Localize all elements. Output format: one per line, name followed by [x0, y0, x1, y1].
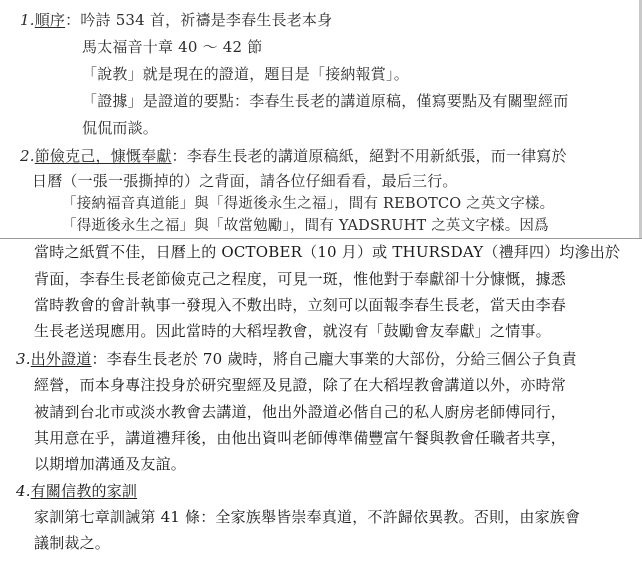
section-4-number: 4. — [16, 482, 31, 500]
section-2-line-8: 生長老送現應用。因此當時的大稻埕教會，就沒有「鼓勵會友奉獻」之情事。 — [34, 322, 551, 340]
section-3-line-4: 其用意在乎，講道禮拜後，由他出資叫老師傅準備豐富午餐與教會任職者共享， — [34, 429, 567, 447]
section-1-line-4: 「證據」是證道的要點：李春生長老的講道原稿，僅寫要點及有關聖經而 — [82, 92, 569, 110]
section-1-line-5: 侃侃而談。 — [82, 119, 159, 137]
page-divider-line — [0, 238, 642, 239]
section-3-heading: 出外證道 — [30, 350, 92, 368]
section-2-number: 2. — [20, 147, 35, 165]
section-3-line-2: 經營，而本身專注投身於研究聖經及見證，除了在大稻埕教會講道以外，亦時常 — [34, 376, 567, 394]
section-3-number: 3. — [16, 350, 31, 368]
section-3-line-3: 被請到台北市或淡水教會去講道，他出外證道必偕自己的私人廚房老師傅同行， — [34, 403, 567, 421]
section-4-line-2: 家訓第七章訓誡第 41 條：全家族舉皆崇奉真道，不許歸依異教。否則，由家族會 — [34, 508, 581, 526]
section-1-line-2: 馬太福音十章 40 ～ 42 節 — [82, 38, 263, 56]
section-2-line-7: 當時教會的會計執事一發現入不敷出時，立刻可以面報李春生長老，當天由李春 — [34, 296, 567, 314]
section-2-line-3: 「接納福音真道能」與「得逝後永生之福」，間有 REBOTCO 之英文字樣。 — [62, 196, 555, 212]
section-4-heading: 有關信教的家訓 — [30, 482, 138, 500]
section-2-text: ：李春生長老的講道原稿紙，絕對不用新紙張，而一律寫於 — [171, 147, 567, 165]
section-3-line-5: 以期增加溝通及友誼。 — [34, 455, 187, 473]
section-3-line-1 — [16, 348, 577, 370]
section-2-line-6: 背面，李春生長老節儉克己之程度，可見一斑，惟他對于奉獻卻十分慷慨，據悉 — [34, 270, 567, 288]
section-1-line-1 — [20, 9, 332, 31]
section-1-heading: 順序 — [34, 11, 66, 29]
section-1-text: ：吟詩 534 首，祈禱是李春生長老本身 — [65, 11, 333, 29]
section-1-line-3: 「說教」就是現在的證道，題目是「接納報賞」。 — [82, 65, 409, 83]
section-2-heading: 節儉克己，慷慨奉獻 — [34, 147, 172, 165]
section-2-line-1 — [20, 145, 567, 167]
section-2-line-2: 日曆（一張一張撕掉的）之背面，請各位仔細看看，最后三行。 — [32, 172, 458, 190]
section-4-line-1 — [16, 480, 137, 502]
section-2-line-5: 當時之紙質不佳，日曆上的 OCTOBER（10 月）或 THURSDAY（禮拜四）均滲出於 — [34, 243, 621, 261]
section-2-line-4: 「得逝後永生之福」與「故當勉勵」，間有 YADSRUHT 之英文字樣。因爲 — [62, 218, 549, 234]
section-4-line-3: 議制裁之。 — [34, 534, 111, 552]
section-1-number: 1. — [20, 11, 35, 29]
section-3-text: ：李春生長老於 70 歲時，將自己龐大事業的大部份，分給三個公子負責 — [91, 350, 577, 368]
